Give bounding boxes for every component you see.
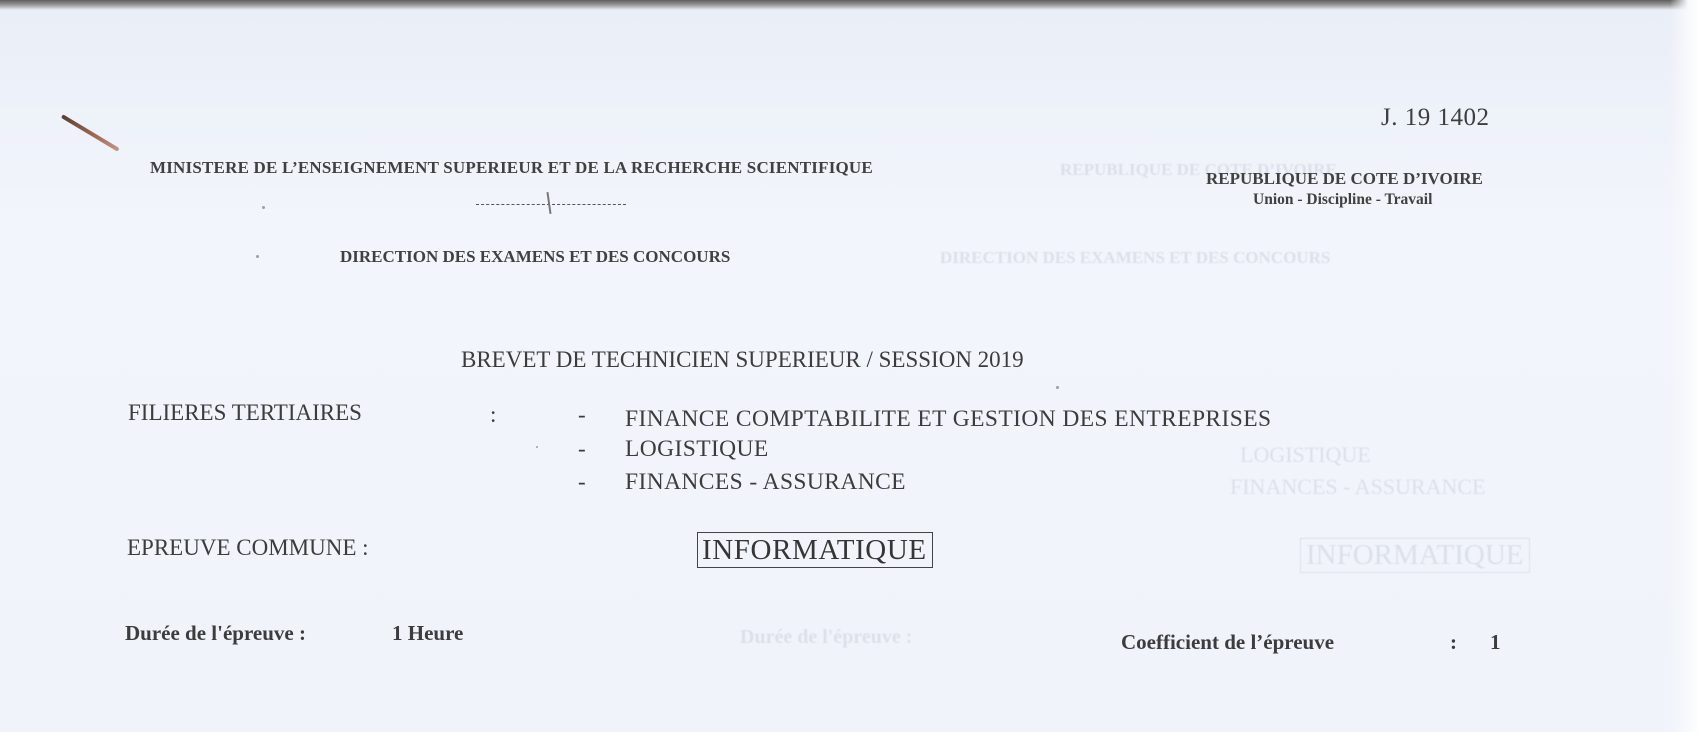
bleed-through-text: DIRECTION DES EXAMENS ET DES CONCOURS	[940, 248, 1331, 267]
fields-label: FILIERES TERTIAIRES	[128, 400, 362, 425]
scan-top-shadow	[0, 0, 1700, 10]
bleed-through-text: Durée de l'épreuve :	[740, 626, 913, 648]
duration-label: Durée de l'épreuve :	[125, 621, 306, 645]
coefficient-colon: :	[1450, 630, 1457, 654]
coefficient-value: 1	[1490, 630, 1501, 654]
scan-speck	[536, 446, 538, 448]
bleed-through-text: REPUBLIQUE DE COTE D’IVOIRE	[1060, 160, 1337, 179]
scan-speck	[262, 206, 265, 209]
coefficient-label: Coefficient de l’épreuve	[1121, 630, 1335, 654]
direction-name: DIRECTION DES EXAMENS ET DES CONCOURS	[340, 247, 731, 266]
bleed-through-text: LOGISTIQUE	[1240, 442, 1371, 467]
common-exam-label: EPREUVE COMMUNE :	[127, 535, 369, 560]
field-bullet: -	[578, 469, 586, 494]
republic-name: REPUBLIQUE DE COTE D’IVOIRE	[1206, 169, 1483, 188]
scan-speck	[1056, 386, 1059, 389]
document-reference: J. 19 1402	[1381, 104, 1490, 131]
field-bullet: -	[578, 436, 586, 461]
pen-mark	[61, 114, 120, 151]
field-item: FINANCES - ASSURANCE	[625, 469, 906, 495]
bleed-through-text: INFORMATIQUE	[1300, 538, 1530, 573]
fields-colon: :	[490, 402, 497, 427]
bleed-through-text: FINANCES - ASSURANCE	[1230, 474, 1486, 499]
exam-title: BREVET DE TECHNICIEN SUPERIEUR / SESSION 2019	[461, 347, 1024, 372]
national-motto: Union - Discipline - Travail	[1253, 191, 1433, 208]
separator-dashes	[476, 204, 626, 205]
scan-right-edge	[1670, 0, 1700, 732]
ministry-name: MINISTERE DE L’ENSEIGNEMENT SUPERIEUR ET DE LA RECHERCHE SCIENTIFIQUE	[150, 158, 873, 177]
field-item: LOGISTIQUE	[625, 436, 769, 462]
separator-mark	[546, 192, 551, 214]
duration-value: 1 Heure	[392, 621, 464, 645]
subject-box: INFORMATIQUE	[697, 532, 933, 568]
field-bullet: -	[578, 402, 586, 427]
scan-speck	[256, 255, 259, 258]
field-item: FINANCE COMPTABILITE ET GESTION DES ENTREPRISES	[625, 406, 1272, 432]
